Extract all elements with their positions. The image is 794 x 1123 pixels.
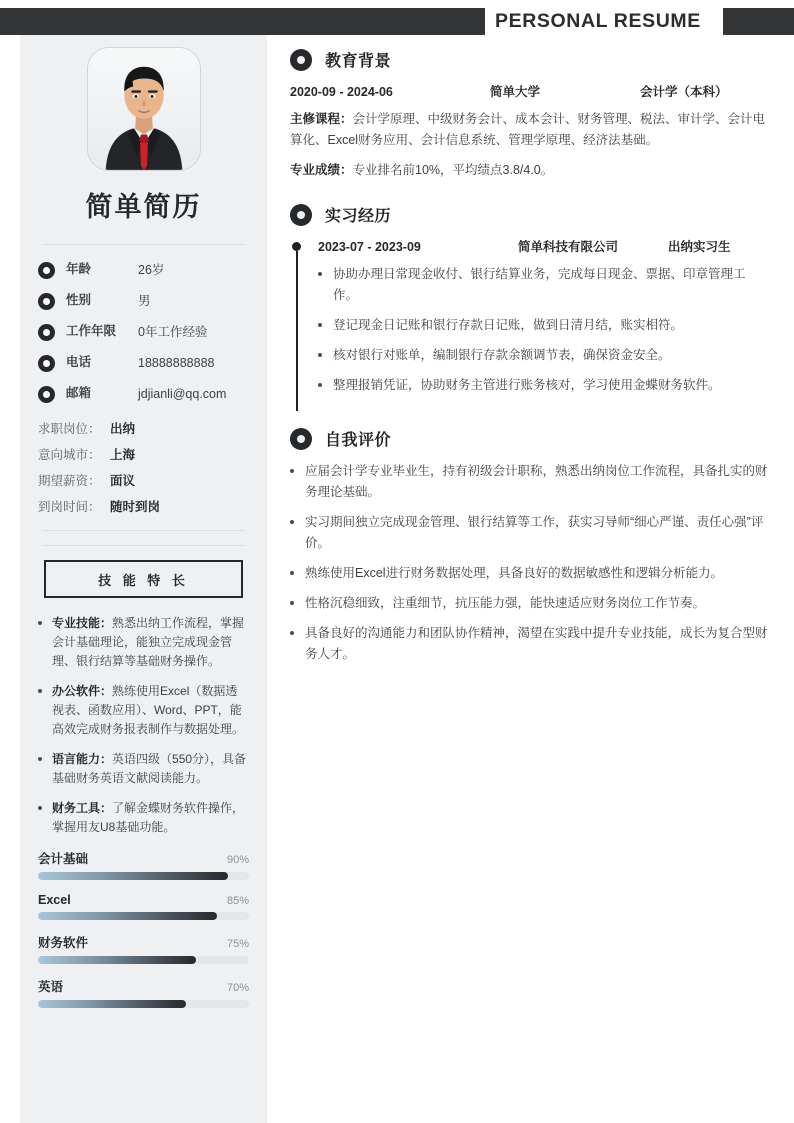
contact-label: 性别: [66, 293, 92, 307]
bullet-dot-icon: [318, 272, 322, 276]
skill-bar: [38, 893, 249, 920]
internship-bullet-text: 登记现金日记账和银行存款日记账，做到日清月结，账实相符。: [333, 318, 684, 332]
skill-bar-percent: 90%: [226, 854, 249, 866]
section-education: [290, 48, 768, 181]
skill-bar-fill: [38, 956, 196, 964]
main-content: [290, 48, 768, 687]
skill-bar-percent: 70%: [226, 982, 249, 994]
ring-icon: [38, 324, 55, 341]
internship-timeline: [290, 237, 768, 405]
avatar-illustration: [88, 48, 200, 170]
education-date: 2020-09 - 2024-06: [290, 85, 393, 99]
job-intention-list: [38, 421, 249, 516]
skill-bar-fill: [38, 912, 217, 920]
timeline-dot-icon: [292, 242, 301, 251]
skill-bar-track: [38, 956, 249, 964]
education-courses: [290, 109, 768, 151]
education-grade: [290, 160, 768, 181]
section-header: [290, 203, 768, 226]
evaluation-bullet-text: 具备良好的沟通能力和团队协作精神，渴望在实践中提升专业技能，成长为复合型财务人才。: [305, 626, 768, 661]
skill-item-text: [52, 799, 249, 837]
contact-value: 0年工作经验: [138, 325, 208, 339]
bullet-dot-icon: [38, 757, 42, 761]
skill-bar-head: [38, 849, 249, 867]
contact-value: 男: [138, 294, 151, 308]
intention-label: 到岗时间：: [38, 500, 101, 514]
skill-item-desc: 英语四级（550分），具备基础财务英语文献阅读能力。: [52, 752, 247, 785]
divider: [42, 530, 245, 531]
contact-row: [38, 354, 249, 372]
skill-bar-fill: [38, 872, 228, 880]
education-meta-row: [290, 82, 768, 100]
bullet-dot-icon: [290, 571, 294, 575]
timeline-marker: [290, 237, 318, 405]
section-title: 教育背景: [325, 53, 392, 70]
skill-item: [38, 750, 249, 788]
internship-meta-row: [318, 237, 768, 255]
header-bar-left: [0, 8, 485, 35]
skill-item-list: [38, 614, 249, 837]
bullet-dot-icon: [290, 520, 294, 524]
skill-bar-percent: 85%: [226, 895, 249, 907]
avatar-container: [38, 47, 249, 171]
evaluation-bullet: [290, 512, 768, 554]
skill-bar: [38, 933, 249, 964]
applicant-name: 简单简历: [85, 192, 202, 222]
skill-bar: [38, 849, 249, 880]
contact-row: [38, 292, 249, 310]
ring-icon: [38, 355, 55, 372]
section-evaluation: [290, 427, 768, 665]
evaluation-bullet-text: 实习期间独立完成现金管理、银行结算等工作，获实习导师“细心严谨、责任心强”评价。: [305, 515, 764, 550]
internship-bullet: [318, 264, 768, 306]
bullet-dot-icon: [318, 323, 322, 327]
evaluation-bullet: [290, 461, 768, 503]
skill-item-label: 语言能力：: [52, 752, 113, 766]
internship-bullet-list: [318, 264, 768, 396]
ring-icon: [38, 262, 55, 279]
skill-item-label: 专业技能：: [52, 616, 113, 630]
evaluation-bullet-list: [290, 461, 768, 665]
intention-label: 期望薪资：: [38, 474, 101, 488]
bullet-dot-icon: [38, 621, 42, 625]
section-header: [290, 48, 768, 71]
internship-company: 简单科技有限公司: [518, 240, 619, 254]
contact-value: 26岁: [138, 263, 165, 277]
bullet-dot-icon: [290, 469, 294, 473]
skill-item: [38, 614, 249, 671]
skill-item: [38, 799, 249, 837]
bullet-dot-icon: [318, 383, 322, 387]
skill-item-desc: 熟练使用Excel（数据透视表、函数应用）、Word、PPT，能高效完成财务报表制作与数据处理。: [52, 684, 245, 736]
section-header: [290, 427, 768, 450]
contact-row: [38, 261, 249, 279]
contact-label: 年龄: [66, 262, 92, 276]
internship-bullet-text: 整理报销凭证，协助财务主管进行账务核对，学习使用金蝶财务软件。: [333, 378, 721, 392]
sidebar: [20, 35, 267, 1123]
skill-bar-head: [38, 977, 249, 995]
internship-bullet: [318, 345, 768, 366]
contact-label: 工作年限: [66, 324, 117, 338]
education-major: 会计学（本科）: [640, 85, 728, 99]
contact-row: [38, 323, 249, 341]
skill-bar-head: [38, 893, 249, 907]
skill-bar-track: [38, 872, 249, 880]
timeline-body: [318, 237, 768, 405]
skill-item-desc: 熟悉出纳工作流程，掌握会计基础理论，能独立完成现金管理、银行结算等基础财务操作。: [52, 616, 245, 668]
skill-bar-name: Excel: [38, 893, 71, 907]
skill-bar: [38, 977, 249, 1008]
internship-bullet-text: 核对银行对账单，编制银行存款余额调节表，确保资金安全。: [333, 348, 671, 362]
education-courses-label: 主修课程：: [290, 112, 353, 126]
skills-heading: 技 能 特 长: [44, 560, 243, 598]
intention-row: [38, 473, 249, 490]
page-header: [0, 8, 794, 35]
bullet-dot-icon: [318, 353, 322, 357]
intention-row: [38, 499, 249, 516]
bullet-dot-icon: [290, 631, 294, 635]
skill-bar-name: 英语: [38, 980, 64, 994]
section-title: 自我评价: [325, 432, 392, 449]
skill-bar-fill: [38, 1000, 186, 1008]
evaluation-bullet: [290, 563, 768, 584]
intention-value: 上海: [110, 448, 136, 462]
ring-icon: [38, 386, 55, 403]
bullet-dot-icon: [38, 806, 42, 810]
skill-item-desc: 了解金蝶财务软件操作，掌握用友U8基础功能。: [52, 801, 245, 834]
contact-value: 18888888888: [138, 356, 215, 370]
education-courses-text: 会计学原理、中级财务会计、成本会计、财务管理、税法、审计学、会计电算化、Excel财务应用、会计信息系统、管理学原理、经济法基础。: [290, 112, 766, 147]
contact-list: [38, 261, 249, 403]
divider: [42, 545, 245, 546]
timeline-line: [296, 251, 298, 411]
education-grade-text: 专业排名前10%，平均绩点3.8/4.0。: [352, 163, 554, 177]
internship-bullet-text: 协助办理日常现金收付、银行结算业务，完成每日现金、票据、印章管理工作。: [333, 267, 746, 302]
target-circle-icon: [290, 49, 312, 71]
intention-label: 求职岗位：: [38, 422, 101, 436]
section-internship: [290, 203, 768, 405]
skill-bar-percent: 75%: [226, 938, 249, 950]
skill-item-label: 办公软件：: [52, 684, 113, 698]
intention-value: 随时到岗: [110, 500, 161, 514]
skill-bar-track: [38, 912, 249, 920]
intention-label: 意向城市：: [38, 448, 101, 462]
skill-item-text: [52, 682, 249, 739]
skill-item: [38, 682, 249, 739]
internship-bullet: [318, 315, 768, 336]
intention-row: [38, 447, 249, 464]
avatar: [87, 47, 201, 171]
evaluation-bullet: [290, 593, 768, 614]
contact-label: 电话: [66, 355, 92, 369]
intention-value: 出纳: [110, 422, 136, 436]
skill-bar-name: 会计基础: [38, 852, 89, 866]
target-circle-icon: [290, 428, 312, 450]
contact-row: [38, 385, 249, 403]
skill-bar-track: [38, 1000, 249, 1008]
target-circle-icon: [290, 204, 312, 226]
evaluation-bullet-text: 熟练使用Excel进行财务数据处理，具备良好的数据敏感性和逻辑分析能力。: [305, 566, 724, 580]
education-school: 简单大学: [490, 85, 541, 99]
skill-bar-list: [38, 849, 249, 1008]
bullet-dot-icon: [38, 689, 42, 693]
page-title: PERSONAL RESUME: [495, 10, 701, 32]
bullet-dot-icon: [290, 601, 294, 605]
skill-item-label: 财务工具：: [52, 801, 113, 815]
internship-date: 2023-07 - 2023-09: [318, 240, 421, 254]
skill-item-text: [52, 614, 249, 671]
divider: [42, 244, 245, 245]
skill-bar-name: 财务软件: [38, 936, 89, 950]
contact-label: 邮箱: [66, 386, 92, 400]
contact-value: jdjianli@qq.com: [138, 387, 227, 401]
internship-role: 出纳实习生: [668, 240, 731, 254]
education-grade-label: 专业成绩：: [290, 163, 353, 177]
section-title: 实习经历: [325, 208, 392, 225]
evaluation-bullet-text: 性格沉稳细致，注重细节，抗压能力强，能快速适应财务岗位工作节奏。: [305, 596, 706, 610]
ring-icon: [38, 293, 55, 310]
intention-value: 面议: [110, 474, 136, 488]
skill-bar-head: [38, 933, 249, 951]
evaluation-bullet: [290, 623, 768, 665]
timeline-entry: [290, 237, 768, 405]
intention-row: [38, 421, 249, 438]
header-bar-right: [723, 8, 794, 35]
skill-item-text: [52, 750, 249, 788]
evaluation-bullet-text: 应届会计学专业毕业生，持有初级会计职称，熟悉出纳岗位工作流程，具备扎实的财务理论基础。: [305, 464, 768, 499]
internship-bullet: [318, 375, 768, 396]
